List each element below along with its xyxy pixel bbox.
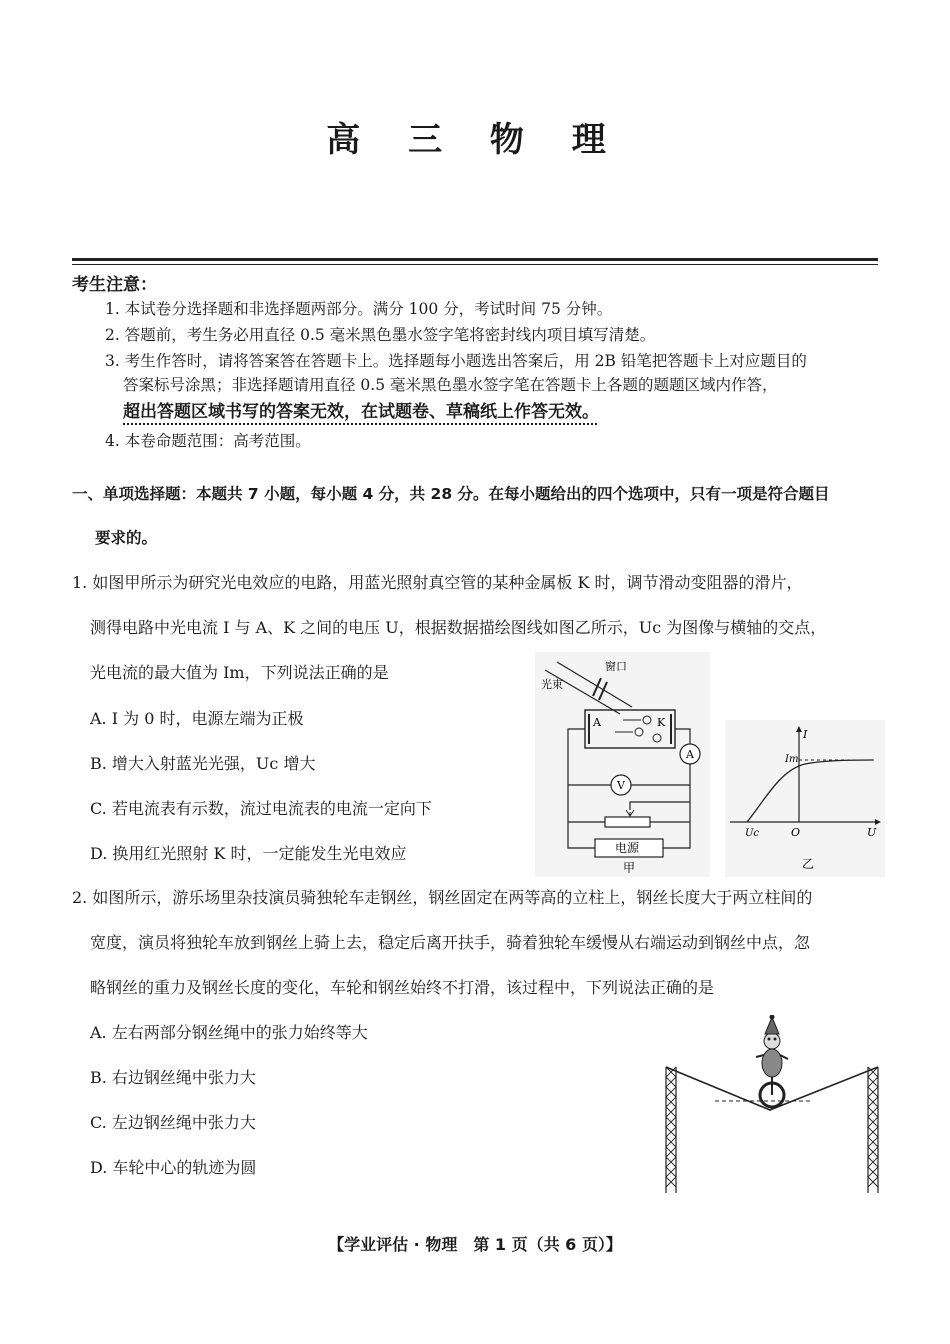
q2-stem-line1: 2. 如图所示，游乐场里杂技演员骑独轮车走钢丝，钢丝固定在两等高的立柱上，钢丝长度大于两立柱间的 [72, 888, 813, 907]
label-beam: 光束 [541, 678, 563, 691]
page-footer: 【学业评估 · 物理 第 1 页（共 6 页）】 [328, 1235, 622, 1254]
label-voltmeter: V [617, 779, 625, 792]
q1-figure-circuit [535, 652, 710, 877]
notice-item-3: 3. 考生作答时，请将答案答在答题卡上。选择题每小题选出答案后，用 2B 铅笔把答题卡上对应题目的 [105, 352, 807, 370]
q2-option-d: D. 车轮中心的轨迹为圆 [90, 1158, 257, 1177]
q1-option-d: D. 换用红光照射 K 时，一定能发生光电效应 [90, 844, 407, 863]
q1-figure-iu-curve [725, 720, 885, 877]
label-u-axis: U [867, 826, 877, 839]
q2-option-a: A. 左右两部分钢丝绳中的张力始终等大 [90, 1023, 368, 1042]
notice-item-4: 4. 本卷命题范围：高考范围。 [105, 432, 311, 450]
header-rule-thin [72, 264, 878, 265]
section-1-heading: 一、单项选择题：本题共 7 小题，每小题 4 分，共 28 分。在每小题给出的四个选项中，只有一项是符合题目 [72, 485, 830, 503]
q1-stem-line3: 光电流的最大值为 Im，下列说法正确的是 [90, 663, 389, 682]
q2-stem-line2: 宽度，演员将独轮车放到钢丝上骑上去，稳定后离开扶手，骑着独轮车缓慢从右端运动到钢丝中点，忽 [90, 933, 811, 952]
label-uc: Uc [745, 828, 760, 839]
notice-item-1: 1. 本试卷分选择题和非选择题两部分。满分 100 分，考试时间 75 分钟。 [105, 300, 613, 318]
q2-stem-line3: 略钢丝的重力及钢丝长度的变化，车轮和钢丝始终不打滑，该过程中，下列说法正确的是 [90, 978, 715, 997]
performer-icon [756, 1015, 788, 1077]
q2-option-b: B. 右边钢丝绳中张力大 [90, 1068, 256, 1087]
q1-stem-line2: 测得电路中光电流 I 与 A、K 之间的电压 U，根据数据描绘图线如图乙所示，Uc 为图像与横轴的交点， [90, 618, 827, 637]
header-rule-thick [72, 258, 878, 261]
label-plate-k: K [657, 716, 666, 729]
q1-option-b: B. 增大入射蓝光光强，Uc 增大 [90, 754, 316, 773]
label-origin: O [791, 826, 801, 839]
q1-option-a: A. I 为 0 时，电源左端为正极 [90, 709, 304, 728]
page-title: 高 三 物 理 [326, 120, 624, 160]
section-1-heading-cont: 要求的。 [95, 529, 158, 547]
notice-item-2: 2. 答题前，考生务必用直径 0.5 毫米黑色墨水签字笔将密封线内项目填写清楚。 [105, 326, 656, 344]
right-pillar [868, 1067, 878, 1193]
q2-option-c: C. 左边钢丝绳中张力大 [90, 1113, 256, 1132]
label-power: 电源 [615, 841, 640, 855]
label-jia: 甲 [623, 861, 636, 875]
label-window: 窗口 [605, 660, 627, 673]
notice-item-3-emphasis: 超出答题区域书写的答案无效，在试题卷、草稿纸上作答无效。 [123, 402, 599, 422]
notice-item-3-cont: 答案标号涂黑；非选择题请用直径 0.5 毫米黑色墨水签字笔在答题卡上各题的题题区域内作答， [123, 376, 778, 394]
label-i-axis: I [803, 728, 808, 741]
q2-figure-tightrope [660, 1015, 885, 1195]
label-plate-a: A [593, 716, 601, 729]
left-pillar [666, 1067, 676, 1193]
label-yi: 乙 [802, 857, 815, 871]
notice-heading: 考生注意： [72, 275, 157, 295]
label-ammeter: A [686, 748, 694, 761]
q1-option-c: C. 若电流表有示数，流过电流表的电流一定向下 [90, 799, 432, 818]
label-im: Im [785, 754, 799, 765]
q1-stem-line1: 1. 如图甲所示为研究光电效应的电路，用蓝光照射真空管的某种金属板 K 时，调节滑动变阻器的滑片， [72, 573, 803, 592]
